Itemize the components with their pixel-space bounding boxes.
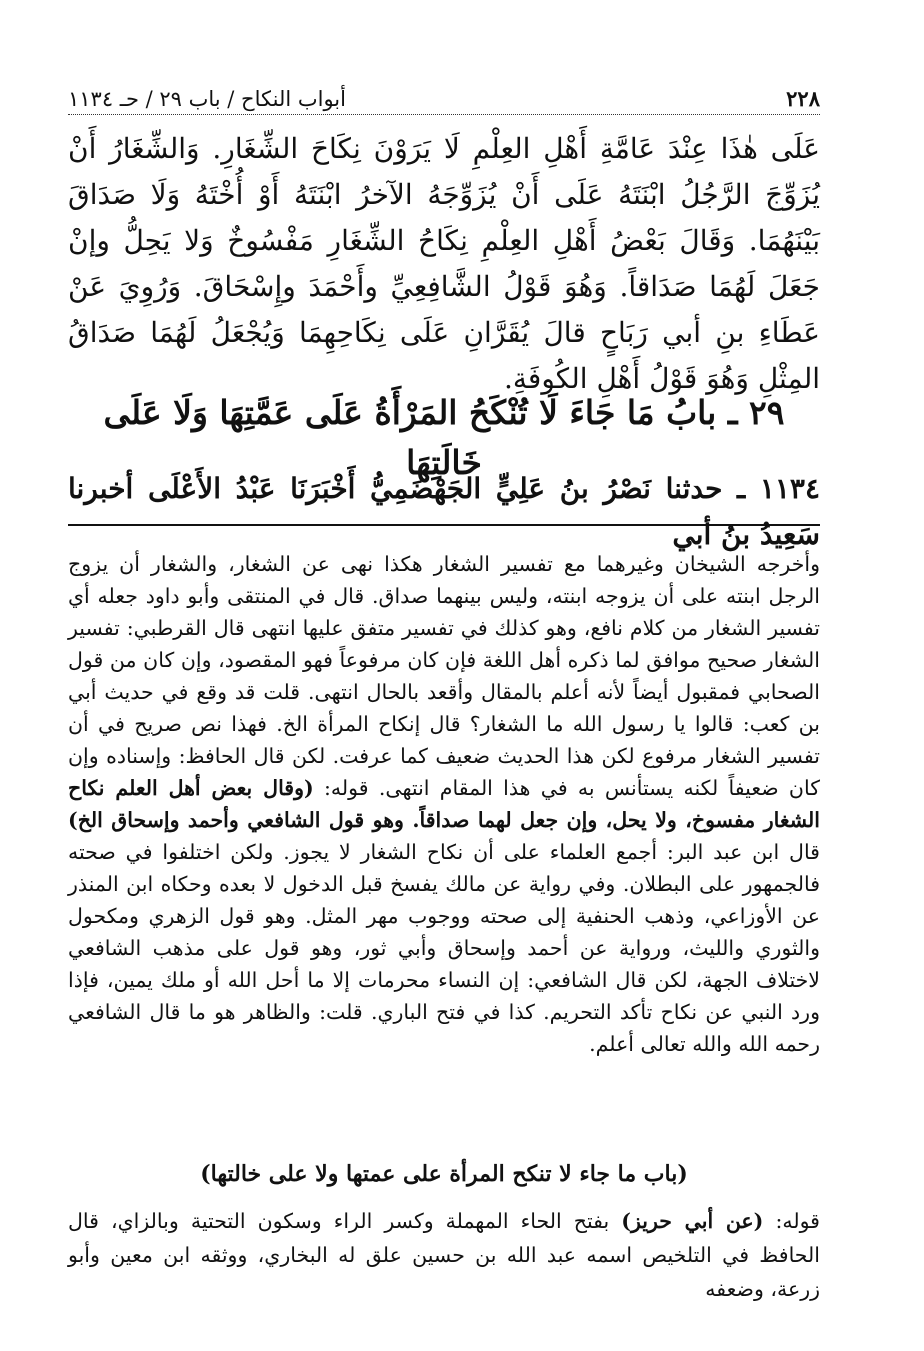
chapter-heading: ٢٩ ـ بابُ مَا جَاءَ لَا تُنْكَحُ المَرْأَةُ عَلَى عَمَّتِهَا وَلَا عَلَى خَالَتِهَا xyxy=(103,393,785,482)
main-paragraph: عَلَى هٰذَا عِنْدَ عَامَّةِ أَهْلِ العِلْمِ لَا يَرَوْنَ نِكَاحَ الشِّغَارِ. وَالشِّغَارُ أَنْ يُزَوِّجَ الرَّجُلُ ابْنَتَهُ عَلَى أَنْ يُزَوِّجَهُ الآخرُ ابْنَتَهُ أَوْ أُخْتَهُ وَلَا صَدَاقَ بَيْنَهُمَا. وَقَالَ بَعْضُ أَهْلِ العِلْمِ نِكَاحُ الشِّغَارِ مَفْسُوخٌ وَلا يَحِلُّ وإنْ جَعَلَ لَهُمَا صَدَاقاً. وَهُوَ قَوْلُ الشَّافِعِيِّ وأَحْمَدَ وإِسْحَاقَ. وَرُوِيَ عَنْ عَطَاءِ بنِ أبي رَبَاحٍ قالَ يُقَرَّانِ عَلَى نِكَاحِهِمَا وَيُجْعَلُ لَهُمَا صَدَاقُ المِثْلِ وَهُوَ قَوْلُ أَهْلِ الكُوفَةِ. xyxy=(68,132,820,395)
hadith-text: ١١٣٤ ـ حدثنا نَصْرُ بنُ عَلِيٍّ الجَهْضَمِيُّ أَخْبَرَنَا عَبْدُ الأَعْلَى أخبرنا سَعِيدُ بنُ أبي xyxy=(68,472,820,551)
header-title: أبواب النكاح / باب ٢٩ / حـ ١١٣٤ xyxy=(68,87,346,111)
running-header xyxy=(68,84,820,115)
commentary-text: بفتح الحاء المهملة وكسر الراء وسكون التحتية وبالزاي، قال الحافظ في التلخيص اسمه عبد الله بن حسين علق له البخاري، ووثقه ابن معين وأبو زرعة، وضعفه xyxy=(68,1209,820,1301)
footnote-paragraph xyxy=(68,548,820,1060)
main-text xyxy=(68,126,820,402)
page-number: ٢٢٨ xyxy=(786,86,820,111)
footnote-separator xyxy=(68,524,820,526)
commentary-lead: قوله: xyxy=(775,1209,820,1233)
footnote-text-1: وأخرجه الشيخان وغيرهما مع تفسير الشغار هكذا نهى عن الشغار، والشغار أن يزوج الرجل ابنته على أن يزوجه ابنته، وليس بينهما صداق. قال في المنتقى وأبو داود جعله أي تفسير الشغار من كلام نافع، وهو كذلك في تفسير متفق عليها انتهى قال القرطبي: تفسير الشغار صحيح موافق لما ذكره أهل اللغة فإن كان مرفوعاً فهو المقصود، وإن كان من قول الصحابي فمقبول أيضاً لأنه أعلم بالمقال وأقعد بالحال انتهى. قلت قد وقع في حديث أبي بن كعب: قالوا يا رسول الله ما الشغار؟ قال إنكاح المرأة الخ. فهذا نص صريح في أن تفسير الشغار مرفوع لكن هذا الحديث ضعيف كما عرفت. لكن قال الحافظ: وإسناده وإن كان ضعيفاً لكنه يستأنس به في هذا المقام انتهى. قوله: xyxy=(68,552,821,800)
book-page xyxy=(68,70,820,1330)
footnote-text-2: قال ابن عبد البر: أجمع العلماء على أن نكاح الشغار لا يجوز. ولكن اختلفوا في صحته فالجمهور على البطلان. وفي رواية عن مالك يفسخ قبل الدخول لا بعده وحكاه ابن المنذر عن الأوزاعي، وذهب الحنفية إلى صحته ووجوب مهر المثل. وهو قول الزهري ومكحول والثوري والليث، ورواية عن أحمد وإسحاق وأبي ثور، وهو قول على مذهب الشافعي لاختلاف الجهة، لكن قال الشافعي: إن النساء محرمات إلا ما أحل الله أو ملك يمين، فإذا ورد النبي عن نكاح تأكد التحريم. كذا في فتح الباري. قلت: والظاهر هو ما قال الشافعي رحمه الله والله تعالى أعلم. xyxy=(68,840,820,1056)
commentary-bold-quote: (عن أبي حريز) xyxy=(621,1209,764,1233)
commentary-paragraph xyxy=(68,1204,820,1306)
footnote-section xyxy=(68,548,820,1060)
footnote-bold-quote: (وقال بعض أهل العلم نكاح الشغار مفسوخ، ولا يحل، وإن جعل لهما صداقاً. وهو قول الشافعي وأحمد وإسحاق الخ) xyxy=(68,776,820,832)
commentary-heading: (باب ما جاء لا تنكح المرأة على عمتها ولا على خالتها) xyxy=(200,1161,688,1187)
commentary-section xyxy=(68,1204,820,1306)
